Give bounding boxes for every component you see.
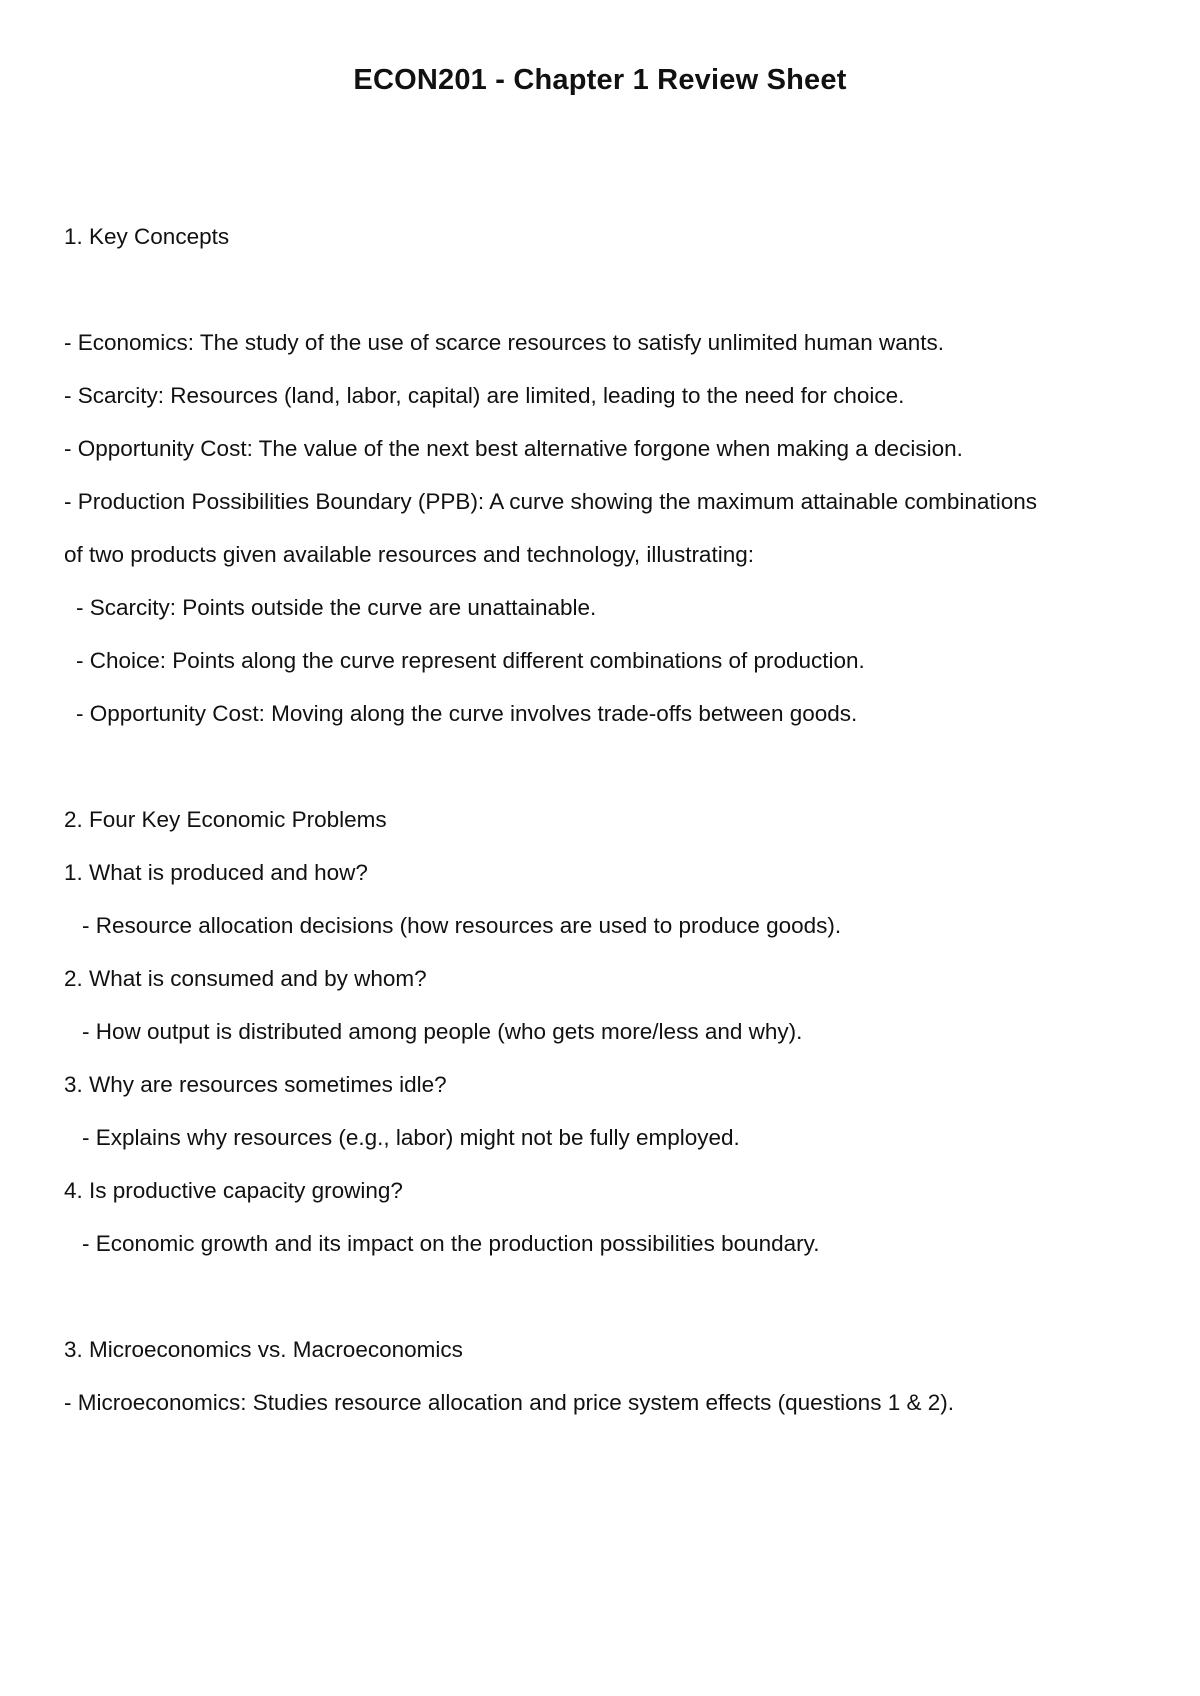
concept-opportunity-cost: - Opportunity Cost: The value of the next best alternative forgone when making a decision. (64, 436, 963, 461)
problem-question-3: 3. Why are resources sometimes idle? (64, 1072, 447, 1097)
section-heading-micro-macro: 3. Microeconomics vs. Macroeconomics (64, 1337, 463, 1362)
section-heading-problems: 2. Four Key Economic Problems (64, 807, 387, 832)
ppb-subitem-scarcity: - Scarcity: Points outside the curve are unattainable. (76, 595, 597, 620)
ppb-subitem-choice: - Choice: Points along the curve represent different combinations of production. (76, 648, 865, 673)
problem-question-1: 1. What is produced and how? (64, 860, 368, 885)
document-title: ECON201 - Chapter 1 Review Sheet (353, 64, 847, 96)
problem-detail-1: - Resource allocation decisions (how resources are used to produce goods). (82, 913, 842, 938)
concept-ppb: - Production Possibilities Boundary (PPB): A curve showing the maximum attainable combinations (64, 489, 1037, 514)
problem-question-4: 4. Is productive capacity growing? (64, 1178, 403, 1203)
concept-economics: - Economics: The study of the use of scarce resources to satisfy unlimited human wants. (64, 330, 944, 355)
ppb-subitem-opportunity-cost: - Opportunity Cost: Moving along the curve involves trade-offs between goods. (76, 701, 858, 726)
problem-question-2: 2. What is consumed and by whom? (64, 966, 427, 991)
section-heading-key-concepts: 1. Key Concepts (64, 224, 230, 249)
problem-detail-3: - Explains why resources (e.g., labor) might not be fully employed. (82, 1125, 740, 1150)
problem-detail-2: - How output is distributed among people (who gets more/less and why). (82, 1019, 803, 1044)
microeconomics-definition: - Microeconomics: Studies resource allocation and price system effects (questions 1 & 2). (64, 1390, 954, 1415)
concept-scarcity: - Scarcity: Resources (land, labor, capital) are limited, leading to the need for choice. (64, 383, 905, 408)
problem-detail-4: - Economic growth and its impact on the production possibilities boundary. (82, 1231, 820, 1256)
concept-ppb-continued: of two products given available resources and technology, illustrating: (64, 542, 754, 567)
